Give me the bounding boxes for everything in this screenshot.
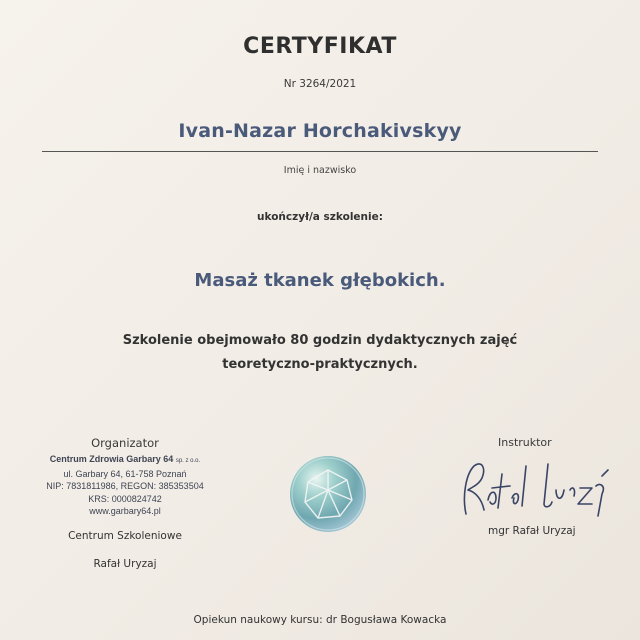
organizer-heading: Organizator xyxy=(91,436,159,450)
name-underline xyxy=(42,151,598,152)
instructor-name: mgr Rafał Uryzaj xyxy=(488,525,576,537)
completed-label: ukończył/a szkolenie: xyxy=(257,211,383,223)
organizer-subtitle: Centrum Szkoleniowe xyxy=(68,529,182,542)
course-hours-text: Szkolenie obejmowało 80 godzin dydaktycznych zajęć teoretyczno-praktycznych. xyxy=(122,333,518,372)
stamp-website: www.garbary64.pl xyxy=(89,506,161,516)
instructor-heading: Instruktor xyxy=(498,436,552,449)
organizer-block xyxy=(30,436,220,570)
hologram-logo-icon xyxy=(290,456,366,532)
certificate-number: Nr 3264/2021 xyxy=(283,78,357,90)
recipient-name: Ivan-Nazar Horchakivskyy xyxy=(178,120,462,142)
stamp-krs: KRS: 0000824742 xyxy=(88,493,162,504)
organizer-person: Rafał Uryzaj xyxy=(93,557,157,570)
stamp-company-suffix: sp. z o.o. xyxy=(175,458,201,464)
course-name: Masaż tkanek głębokich. xyxy=(194,270,446,291)
stamp-company-line xyxy=(30,453,220,468)
certificate-title: CERTYFIKAT xyxy=(243,34,397,59)
instructor-signature xyxy=(452,456,620,522)
scientific-supervisor: Opiekun naukowy kursu: dr Bogusława Kowacka xyxy=(193,614,447,626)
hologram-seal xyxy=(290,456,366,532)
stamp-nip-regon: NIP: 7831811986, REGON: 385353504 xyxy=(46,481,204,491)
organizer-stamp xyxy=(30,453,220,518)
stamp-company: Centrum Zdrowia Garbary 64 xyxy=(49,454,174,464)
stamp-address: ul. Garbary 64, 61-758 Poznań xyxy=(63,468,187,479)
name-label: Imię i nazwisko xyxy=(283,165,357,176)
